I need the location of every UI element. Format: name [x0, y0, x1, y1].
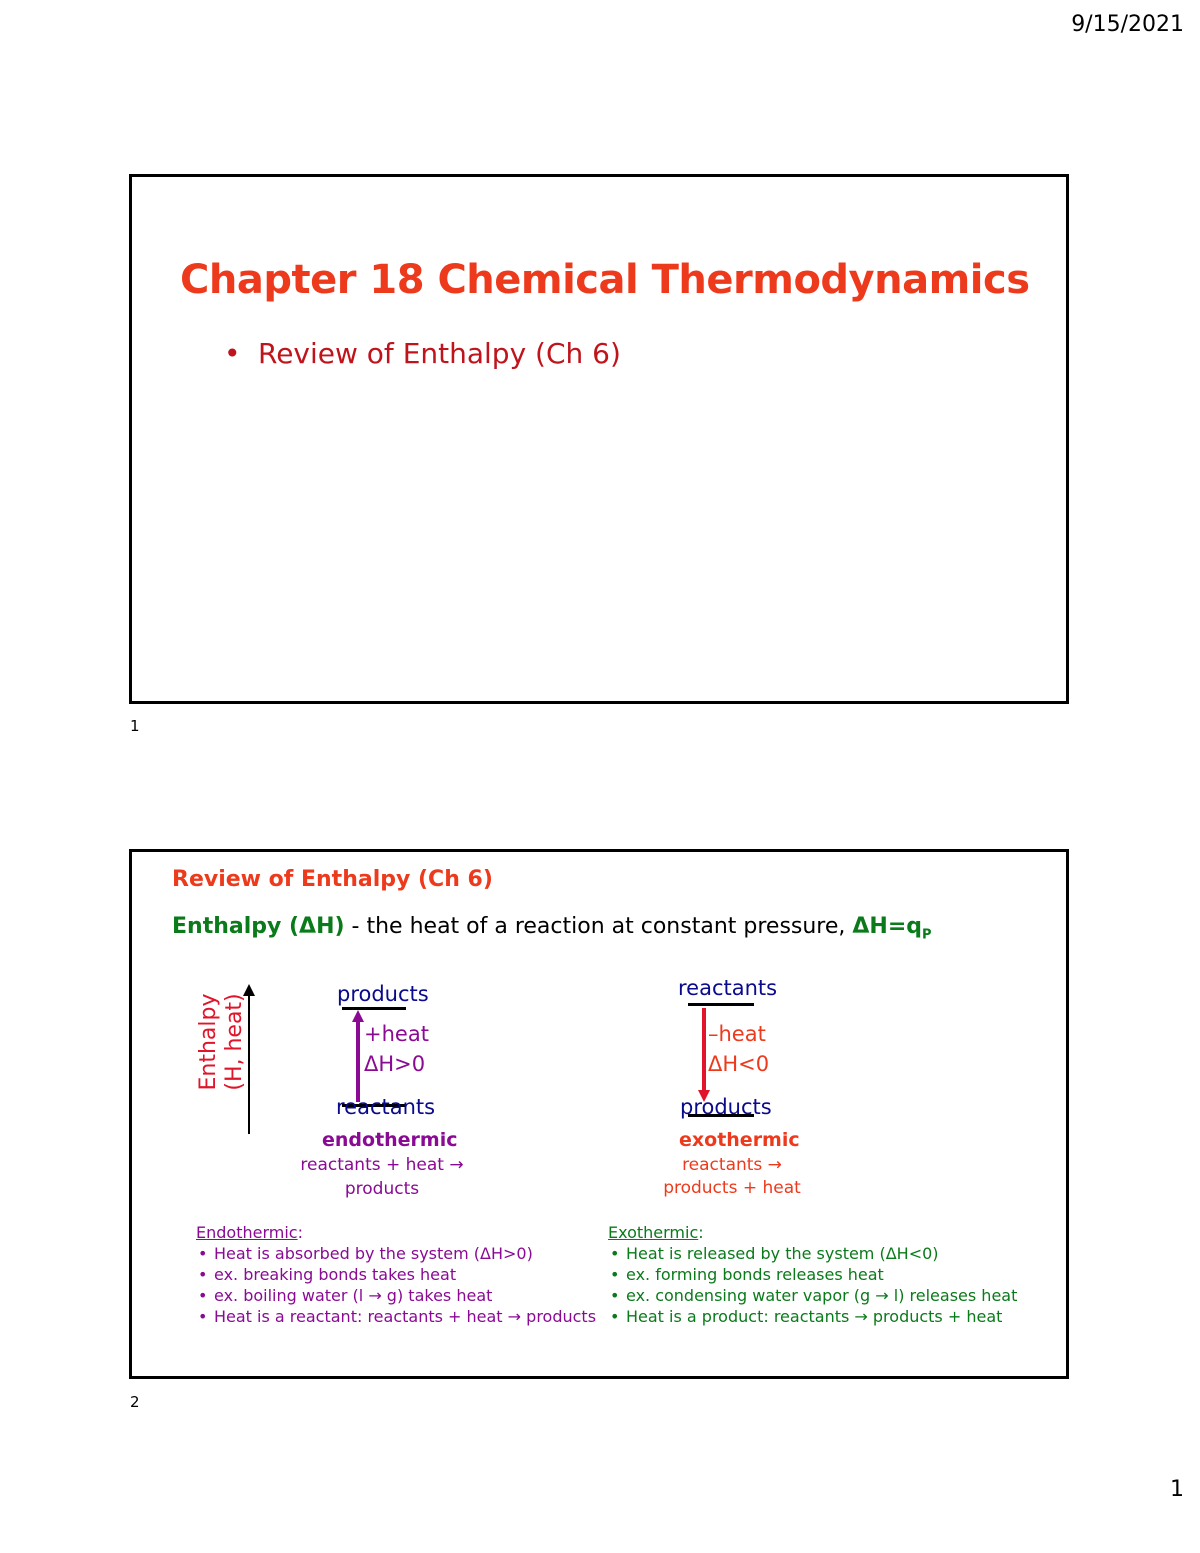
slide-2-number: 2: [130, 1393, 140, 1411]
endo-list-heading: Endothermic: [196, 1223, 298, 1242]
endothermic-list: Endothermic: • Heat is absorbed by the system (ΔH>0) • ex. breaking bonds takes heat • ex. boiling water (l → g) takes heat • Heat is a reactant: reactants + heat → products: [196, 1222, 596, 1327]
list-item: • Heat is a product: reactants → products + heat: [626, 1306, 1017, 1327]
list-item: • ex. forming bonds releases heat: [626, 1264, 1017, 1285]
list-item: • ex. breaking bonds takes heat: [214, 1264, 596, 1285]
endo-arrow-shaft: [356, 1020, 360, 1102]
endo-heat-label: +heat: [364, 1022, 429, 1046]
enthalpy-formula: ΔH=q: [852, 914, 923, 939]
endo-dh-label: ΔH>0: [364, 1052, 426, 1076]
list-item: • Heat is absorbed by the system (ΔH>0): [214, 1243, 596, 1264]
list-item: • ex. boiling water (l → g) takes heat: [214, 1285, 596, 1306]
endo-top-label: products: [337, 982, 429, 1006]
exothermic-list: Exothermic: • Heat is released by the system (ΔH<0) • ex. forming bonds releases heat • ex. condensing water vapor (g → l) releases heat • Heat is a product: reactants → products + heat: [608, 1222, 1017, 1327]
enthalpy-term: Enthalpy (ΔH): [172, 914, 345, 939]
list-item: • Heat is a reactant: reactants + heat → products: [214, 1306, 596, 1327]
list-item: • ex. condensing water vapor (g → l) releases heat: [626, 1285, 1017, 1306]
endo-equation-line1: reactants + heat →: [300, 1155, 464, 1175]
enthalpy-axis-label: [196, 993, 248, 1090]
exo-bottom-label: products: [680, 1095, 772, 1119]
slide-1: [129, 174, 1069, 704]
exo-name: exothermic: [679, 1129, 800, 1151]
page-number: 1: [1170, 1477, 1184, 1502]
exo-top-label: reactants: [678, 976, 778, 1000]
axis-label-line1: Enthalpy: [196, 993, 221, 1091]
slide-1-title: Chapter 18 Chemical Thermodynamics: [180, 257, 1030, 303]
endo-bottom-label: reactants: [336, 1095, 436, 1119]
exo-heat-label: –heat: [708, 1022, 766, 1046]
enthalpy-definition-text: - the heat of a reaction at constant pressure,: [344, 914, 853, 939]
slide-1-number: 1: [130, 717, 140, 735]
exo-equation-line1: reactants →: [682, 1155, 782, 1175]
exo-top-level: [688, 1003, 754, 1006]
bullet-dot: •: [224, 337, 241, 370]
endo-equation-line2: products: [344, 1179, 420, 1199]
endo-arrowhead-icon: [352, 1010, 364, 1022]
enthalpy-definition: [172, 914, 932, 942]
slide-1-bullet-text: Review of Enthalpy (Ch 6): [258, 337, 621, 370]
exo-arrow-shaft: [702, 1008, 706, 1094]
slide-2-title: Review of Enthalpy (Ch 6): [172, 867, 493, 892]
endo-name: endothermic: [322, 1129, 458, 1151]
slide-2: [129, 849, 1069, 1379]
axis-label-line2: (H, heat): [222, 993, 247, 1091]
slide-1-bullet: [224, 337, 621, 370]
enthalpy-axis-line: [248, 994, 250, 1134]
date-header: 9/15/2021: [1071, 12, 1184, 37]
exo-dh-label: ΔH<0: [708, 1052, 770, 1076]
axis-arrowhead-icon: [243, 984, 255, 996]
exo-list-heading: Exothermic: [608, 1223, 699, 1242]
list-item: • Heat is released by the system (ΔH<0): [626, 1243, 1017, 1264]
exo-equation-line2: products + heat: [663, 1178, 801, 1198]
enthalpy-formula-subscript: P: [922, 927, 932, 943]
